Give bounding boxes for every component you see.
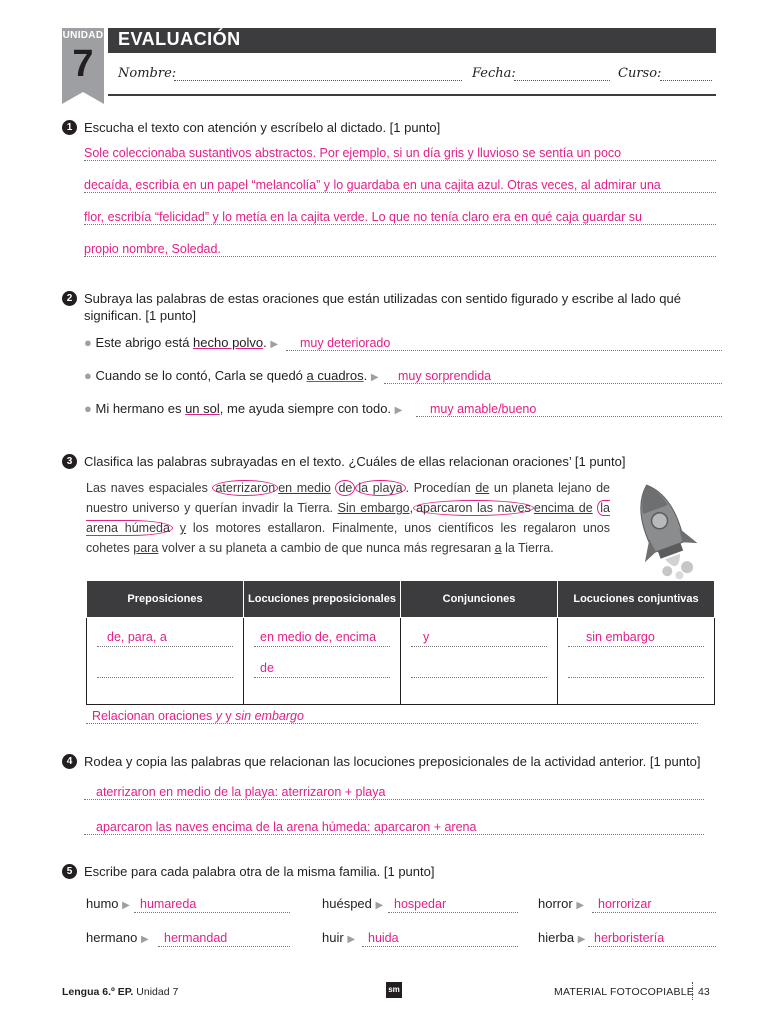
family-word-text: hierba: [538, 930, 575, 945]
meaning-answer-2[interactable]: muy sorprendida: [384, 369, 722, 384]
fecha-field[interactable]: [514, 80, 610, 81]
underlined-word[interactable]: encima de: [533, 501, 593, 515]
exercise-1-number: 1: [62, 120, 77, 135]
header-preposiciones: Preposiciones: [87, 581, 244, 618]
item-text: Este abrigo está: [95, 335, 194, 350]
answer-line[interactable]: [411, 661, 547, 678]
footer-left: [62, 986, 178, 998]
conclusion-text: y: [221, 709, 236, 723]
cell-locuciones-preposicionales[interactable]: [244, 618, 401, 705]
exercise-2-number: 2: [62, 291, 77, 306]
circled-word[interactable]: aterrizaron: [212, 480, 278, 496]
arrow-right-icon: ▶: [122, 900, 130, 911]
circled-word[interactable]: la arena húmeda: [86, 501, 610, 535]
header-locuciones-conjuntivas: Locuciones conjuntivas: [558, 581, 715, 618]
exercise-5-instruction: Escribe para cada palabra otra de la misma familia. [1 punto]: [84, 864, 435, 879]
family-word-6: [538, 930, 585, 945]
arrow-right-icon: ▶: [140, 934, 149, 945]
passage-text: los motores estallaron. Finalmente, unos científicos les regalaron unos cohetes: [86, 521, 610, 555]
exercise-4-instruction: Rodea y copia las palabras que relacionan las locuciones preposicionales de la actividad anterior. [1 punto]: [84, 754, 701, 769]
item-text: Cuando se lo contó, Carla se quedó: [95, 368, 307, 383]
nombre-field[interactable]: [174, 80, 462, 81]
reading-passage: [86, 478, 610, 558]
circled-word[interactable]: de: [335, 480, 355, 496]
exercise-1-instruction: Escucha el texto con atención y escríbelo al dictado. [1 punto]: [84, 120, 441, 135]
header-locuciones-preposicionales: Locuciones preposicionales: [244, 581, 401, 618]
bullet-dot-icon: ●: [84, 401, 92, 416]
cell-conjunciones[interactable]: [401, 618, 558, 705]
conclusion-answer[interactable]: [86, 709, 698, 724]
answer-line[interactable]: [568, 661, 704, 678]
family-answer-2[interactable]: hospedar: [388, 897, 518, 913]
family-word-5: [322, 930, 355, 945]
footer-subject: Lengua 6.º EP.: [62, 986, 134, 998]
arrow-right-icon: ▶: [394, 405, 403, 416]
arrow-right-icon: ▶: [347, 934, 356, 945]
underlined-phrase[interactable]: a cuadros: [306, 368, 364, 383]
underlined-word[interactable]: a: [494, 541, 502, 555]
dictation-line-4[interactable]: propio nombre, Soledad.: [84, 242, 716, 257]
underlined-phrase[interactable]: un sol: [185, 401, 220, 416]
bullet-dot-icon: ●: [84, 335, 92, 350]
family-word-text: huir: [322, 930, 344, 945]
conclusion-word: sin embargo: [235, 709, 304, 723]
fecha-label: Fecha:: [472, 66, 516, 81]
passage-text: ,: [409, 501, 414, 515]
header-conjunciones: Conjunciones: [401, 581, 558, 618]
family-answer-1[interactable]: humareda: [134, 897, 290, 913]
exercise-3-number: 3: [62, 454, 77, 469]
arrow-right-icon: ▶: [576, 900, 585, 911]
answer-line[interactable]: [97, 661, 233, 678]
nombre-label: Nombre:: [118, 66, 177, 81]
exercise-5-number: 5: [62, 864, 77, 879]
figurative-item-3: [84, 401, 402, 416]
dictation-line-3[interactable]: flor, escribía “felicidad” y lo metía en la cajita verde. Lo que no tenía claro era en qué caja guardar su: [84, 210, 716, 225]
passage-text: Las naves espaciales: [86, 481, 208, 495]
family-word-4: [86, 930, 149, 945]
item-text-end: , me ayuda siempre con todo.: [219, 401, 392, 416]
exercise-4-number: 4: [62, 754, 77, 769]
arrow-right-icon: ▶: [270, 339, 279, 350]
unit-label: UNIDAD: [62, 30, 104, 41]
cell-locuciones-conjuntivas[interactable]: [558, 618, 715, 705]
family-word-3: [538, 896, 584, 911]
arrow-right-icon: ▶: [370, 372, 379, 383]
unit-tab-notch: [62, 92, 104, 104]
underlined-phrase[interactable]: hecho polvo: [193, 335, 264, 350]
circled-word[interactable]: la playa: [355, 480, 405, 496]
answer-line[interactable]: de: [254, 661, 390, 678]
underlined-word[interactable]: para: [133, 541, 159, 555]
family-answer-5[interactable]: huida: [362, 931, 518, 947]
underlined-word[interactable]: de: [475, 481, 490, 495]
family-word-text: huésped: [322, 896, 372, 911]
unit-number: 7: [72, 43, 94, 85]
conclusion-text: Relacionan oraciones: [92, 709, 216, 723]
meaning-answer-3[interactable]: muy amable/bueno: [416, 402, 722, 417]
family-answer-3[interactable]: horrorizar: [592, 897, 716, 913]
arrow-right-icon: ▶: [375, 900, 384, 911]
family-answer-4[interactable]: hermandad: [158, 931, 290, 947]
family-word-2: [322, 896, 383, 911]
family-word-1: [86, 896, 130, 911]
underlined-word[interactable]: en medio: [278, 481, 331, 495]
dictation-line-1[interactable]: Sole coleccionaba sustantivos abstractos. Por ejemplo, si un día gris y lluvioso se sentía un poco: [84, 146, 716, 161]
rocket-icon: [622, 478, 706, 588]
exercise-2-instruction: Subraya las palabras de estas oraciones que están utilizadas con sentido figurado y escribe al lado qué significan. [1 punto]: [84, 291, 681, 323]
answer-line[interactable]: y: [411, 630, 547, 647]
dictation-line-2[interactable]: decaída, escribía en un papel “melancolía” y lo guardaba en una cajita azul. Otras veces, al admirar una: [84, 178, 716, 193]
family-word-text: humo: [86, 896, 119, 911]
cell-preposiciones[interactable]: [87, 618, 244, 705]
curso-label: Curso:: [618, 66, 662, 81]
passage-text: . Procedían: [405, 481, 471, 495]
circled-word[interactable]: aparcaron las naves: [413, 500, 534, 516]
item-text: Mi hermano es: [95, 401, 186, 416]
family-word-text: horror: [538, 896, 573, 911]
sm-logo: sm: [386, 982, 402, 998]
circle-answer-2[interactable]: aparcaron las naves encima de la arena húmeda: aparcaron + arena: [84, 820, 704, 835]
item-text-end: .: [363, 368, 368, 383]
circle-answer-1[interactable]: aterrizaron en medio de la playa: aterrizaron + playa: [84, 785, 704, 800]
figurative-item-2: [84, 368, 379, 383]
item-text-end: .: [263, 335, 267, 350]
bullet-dot-icon: ●: [84, 368, 92, 383]
curso-field[interactable]: [660, 80, 712, 81]
family-answer-6[interactable]: herboristería: [588, 931, 716, 947]
footer-separator: [692, 982, 693, 1000]
page-number: 43: [698, 986, 710, 998]
figurative-item-1: [84, 335, 278, 350]
underlined-word[interactable]: y: [179, 521, 187, 535]
family-word-text: hermano: [86, 930, 138, 945]
arrow-right-icon: ▶: [577, 934, 586, 945]
conclusion-word: y: [215, 709, 222, 723]
answer-line[interactable]: sin embargo: [568, 630, 704, 647]
exercise-3-instruction: Clasifica las palabras subrayadas en el texto. ¿Cuáles de ellas relacionan oraciones’ [1 punto]: [84, 454, 626, 469]
footer-right: MATERIAL FOTOCOPIABLE: [554, 986, 694, 998]
underlined-word[interactable]: Sin embargo: [337, 501, 410, 515]
header-rule: [108, 94, 716, 96]
page-title: EVALUACIÓN: [118, 29, 241, 49]
passage-text: un planeta lejano de nuestro universo y querían invadir la Tierra.: [86, 481, 610, 515]
passage-text: volver a su planeta a cambio de que nunca más regresaran: [161, 541, 492, 555]
meaning-answer-1[interactable]: muy deteriorado: [286, 336, 722, 351]
answer-line[interactable]: en medio de, encima: [254, 630, 390, 647]
footer-unit: Unidad 7: [136, 986, 179, 998]
passage-text: la Tierra.: [505, 541, 554, 555]
classification-table: [86, 580, 715, 705]
answer-line[interactable]: de, para, a: [97, 630, 233, 647]
